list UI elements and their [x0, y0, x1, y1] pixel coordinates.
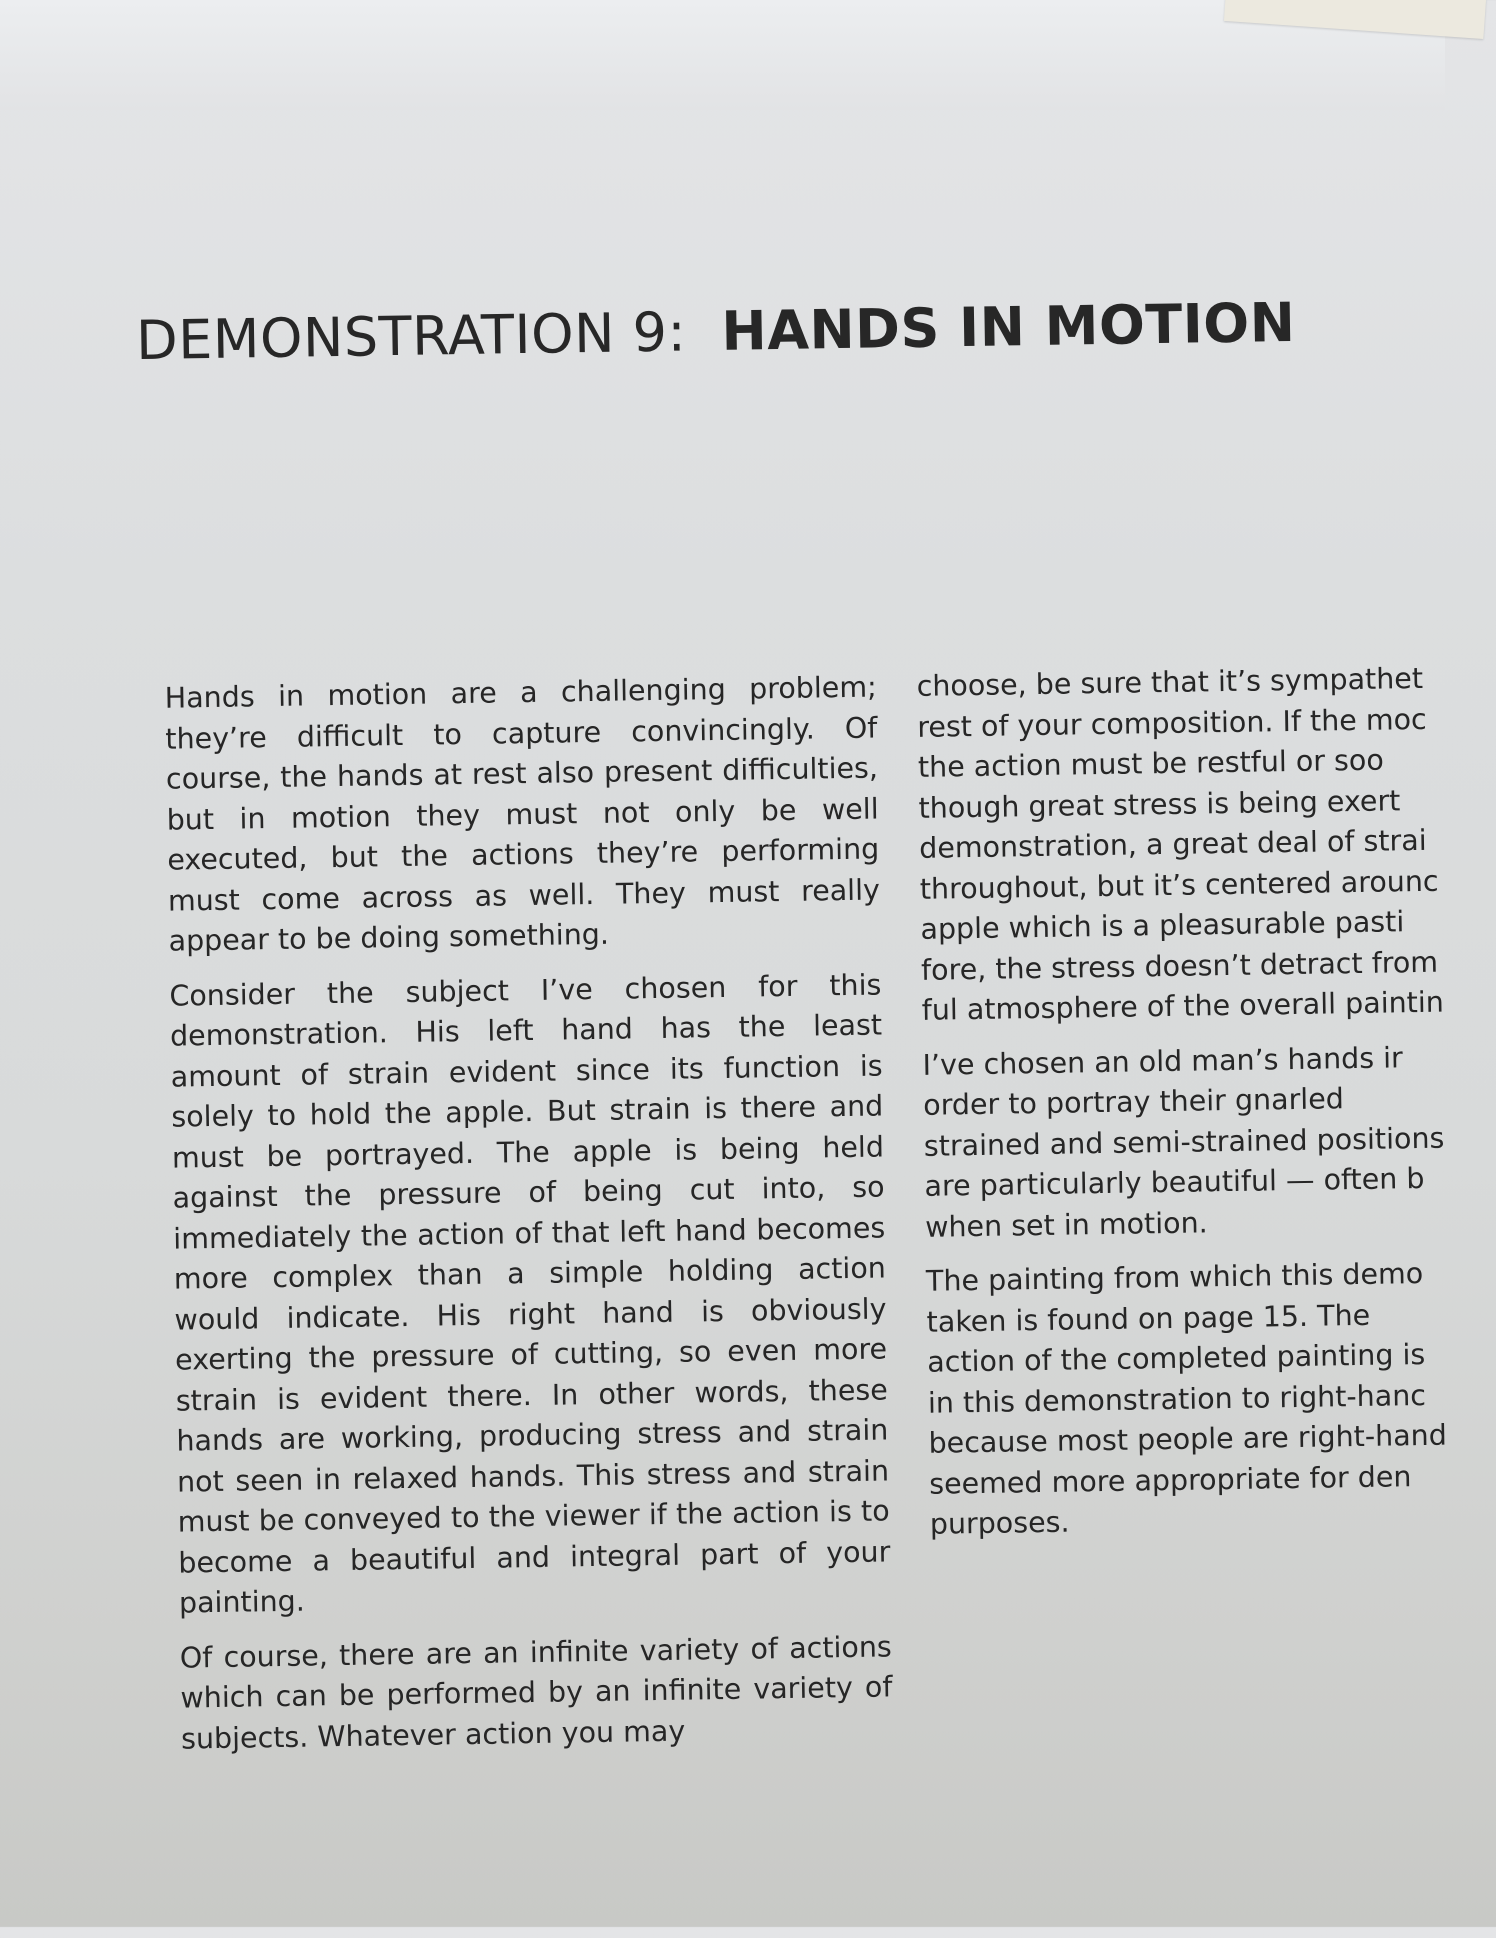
- left-column: [164, 668, 893, 1774]
- page-title: [136, 291, 1296, 372]
- left-paragraph-1: Hands in motion are a challenging problem; they’re difficult to capture convincingly. Of course, the hands at rest also present difficulties, but in motion they must not only be well executed, but the actions they’re performing must come across as well. They must really appear to be doing something.: [164, 670, 881, 958]
- right-paragraph-1: choose, be sure that it’s sympathet rest of your composition. If the moc the action must be restful or soo though great stress is being exert demonstration, a great deal of strai throughout, but it’s centered arounc apple which is a pleasurable pasti fore, the stress doesn’t detract from ful atmosphere of the overall paintin: [916, 661, 1445, 1027]
- title-main: HANDS IN MOTION: [720, 290, 1296, 363]
- right-column: [916, 658, 1490, 1559]
- left-paragraph-2: Consider the subject I’ve chosen for this demonstration. His left hand has the least amount of strain evident since its function is solely to hold the apple. But strain is there and must be portrayed. The apple is being held against the pressure of being cut into, so immediately the action of that left hand becomes more complex than a simple holding action would indicate. His right hand is obviously exerting the pressure of cutting, so even more strain is evident there. In other words, these hands are working, producing stress and strain not seen in relaxed hands. This stress and strain must be conveyed to the viewer if the action is to become a beautiful and integral part of your painting.: [169, 967, 891, 1620]
- right-paragraph-3: The painting from which this demo taken is found on page 15. The action of the completed painting is in this demonstration to right-hanc because most people are right-hand seemed more appropriate for den purposes.: [925, 1257, 1448, 1541]
- right-paragraph-2: I’ve chosen an old man’s hands ir order to portray their gnarled strained and semi-strained positions are particularly beautiful — often b when set in motion.: [922, 1040, 1445, 1244]
- title-prefix: DEMONSTRATION 9:: [135, 300, 687, 373]
- left-paragraph-3: Of course, there are an infinite variety of actions which can be performed by an infinite variety of subjects. Whatever action you may: [179, 1629, 893, 1756]
